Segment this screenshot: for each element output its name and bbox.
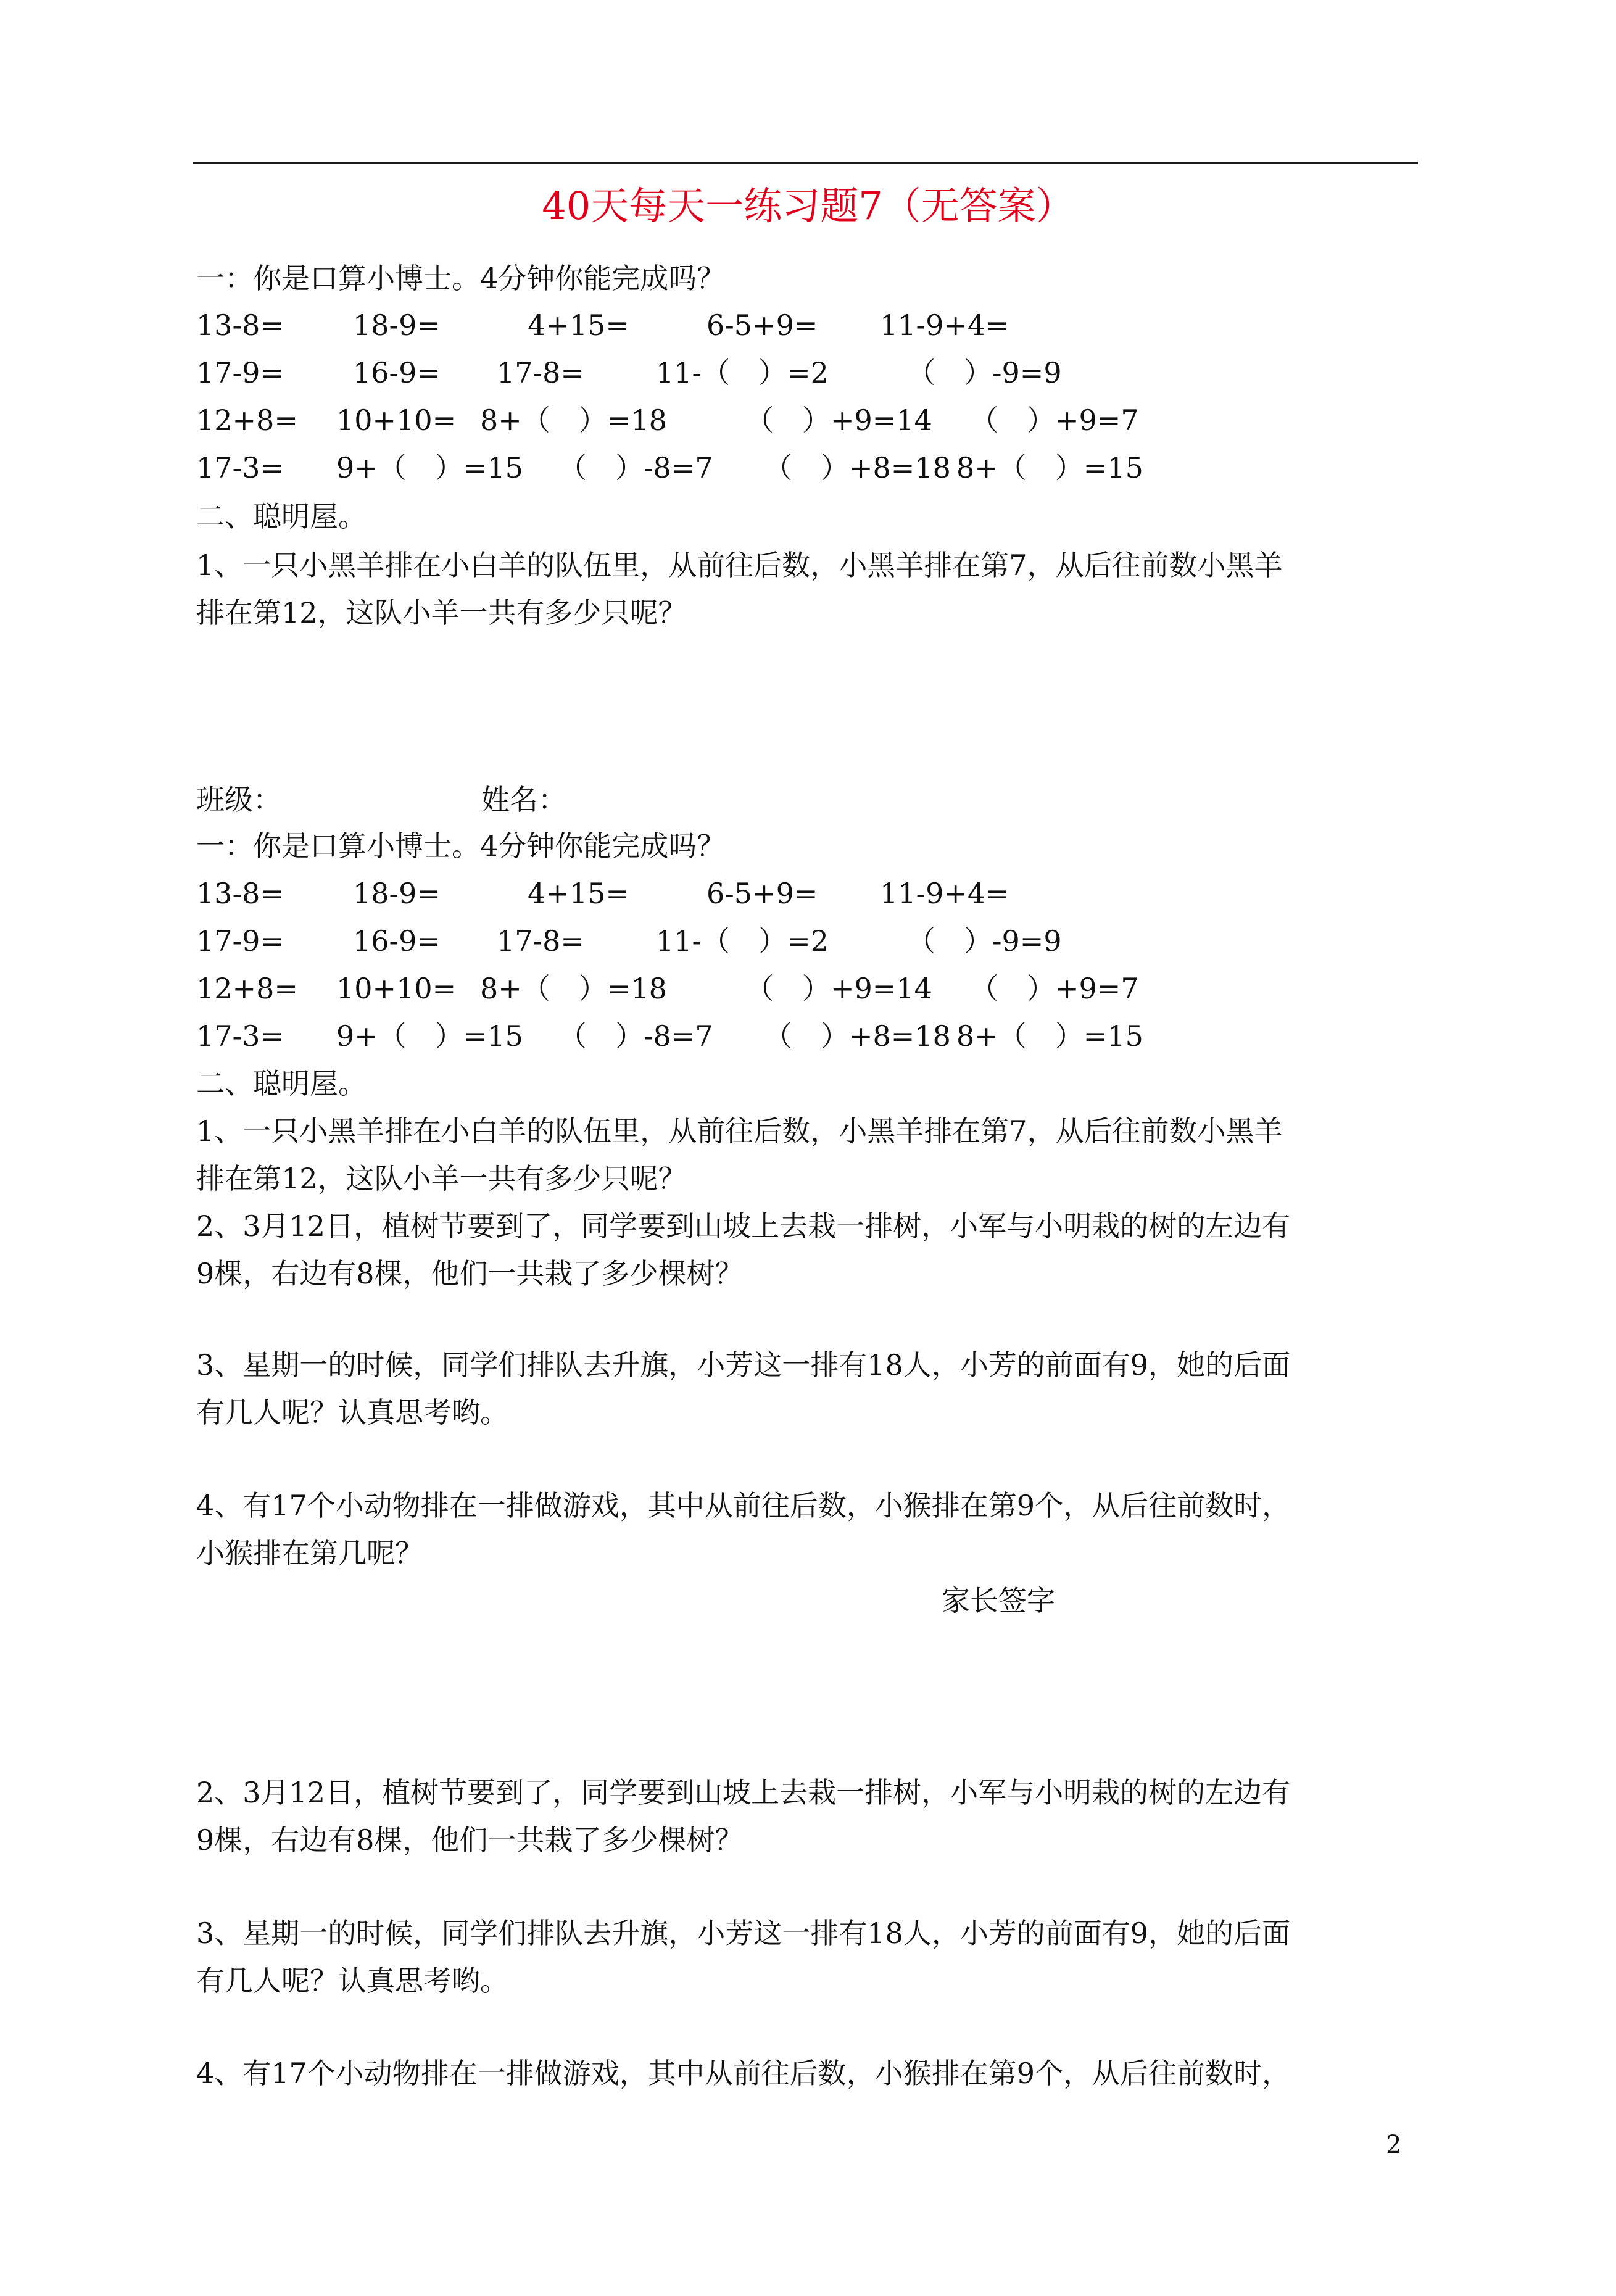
question-1-line: 1、一只小黑羊排在小白羊的队伍里，从前往后数，小黑羊排在第7，从后往前数小黑羊	[196, 1114, 1283, 1148]
question-1-line: 1、一只小黑羊排在小白羊的队伍里，从前往后数，小黑羊排在第7，从后往前数小黑羊	[196, 549, 1283, 582]
calc-cell: 6-5+9=	[706, 309, 818, 342]
section-heading-oral: 一：你是口算小博士。4分钟你能完成吗？	[196, 829, 726, 863]
question-2-line: 2、3月12日，植树节要到了，同学要到山坡上去栽一排树，小军与小明栽的树的左边有	[196, 1209, 1291, 1243]
page-title: 40天每天一练习题7（无答案）	[542, 183, 1074, 228]
calc-cell: 17-8=	[497, 356, 584, 389]
calc-cell: （ ）+9=14	[745, 404, 932, 437]
calc-cell: （ ）-8=7	[558, 451, 713, 484]
calc-cell: 16-9=	[353, 924, 441, 958]
calc-cell: 12+8=	[196, 404, 298, 437]
section-heading-smart: 二、聪明屋。	[196, 500, 367, 533]
question-4-line: 4、有17个小动物排在一排做游戏，其中从前往后数，小猴排在第9个，从后往前数时，	[196, 2057, 1291, 2090]
calc-cell: 9+（ ）=15	[336, 451, 523, 484]
question-2-line: 9棵，右边有8棵，他们一共栽了多少棵树？	[196, 1823, 744, 1857]
calc-cell: 8+（ ）=18	[480, 404, 667, 437]
calc-cell: 11-9+4=	[880, 309, 1009, 342]
calc-cell: 9+（ ）=15	[336, 1019, 523, 1053]
question-1-line: 排在第12，这队小羊一共有多少只呢？	[196, 1162, 687, 1195]
name-label: 姓名：	[481, 783, 566, 816]
calc-cell: 17-3=	[196, 1019, 284, 1053]
calc-cell: 10+10=	[336, 404, 457, 437]
page-number: 2	[1386, 2131, 1402, 2159]
calc-cell: 12+8=	[196, 972, 298, 1005]
calc-cell: 8+（ ）=15	[956, 1019, 1143, 1053]
question-4-line: 小猴排在第几呢？	[196, 1536, 423, 1570]
question-3-line: 3、星期一的时候，同学们排队去升旗，小芳这一排有18人，小芳的前面有9，她的后面	[196, 1917, 1291, 1950]
calc-cell: （ ）+8=18	[764, 451, 951, 484]
calc-cell: 17-3=	[196, 451, 284, 484]
question-2-line: 2、3月12日，植树节要到了，同学要到山坡上去栽一排树，小军与小明栽的树的左边有	[196, 1776, 1291, 1809]
calc-cell: （ ）+9=7	[970, 972, 1139, 1005]
question-4-line: 4、有17个小动物排在一排做游戏，其中从前往后数，小猴排在第9个，从后往前数时，	[196, 1489, 1291, 1522]
calc-cell: 11-（ ）=2	[656, 924, 829, 958]
section-heading-oral: 一：你是口算小博士。4分钟你能完成吗？	[196, 262, 726, 295]
calc-cell: 13-8=	[196, 309, 284, 342]
calc-cell: （ ）-8=7	[558, 1019, 713, 1053]
question-3-line: 3、星期一的时候，同学们排队去升旗，小芳这一排有18人，小芳的前面有9，她的后面	[196, 1348, 1291, 1382]
calc-cell: 6-5+9=	[706, 877, 818, 910]
question-1-line: 排在第12，这队小羊一共有多少只呢？	[196, 596, 687, 629]
question-3-line: 有几人呢？认真思考哟。	[196, 1964, 508, 1997]
calc-cell: 18-9=	[353, 309, 441, 342]
calc-cell: 16-9=	[353, 356, 441, 389]
calc-cell: 18-9=	[353, 877, 441, 910]
calc-cell: 17-8=	[497, 924, 584, 958]
question-3-line: 有几人呢？认真思考哟。	[196, 1396, 508, 1429]
calc-cell: 13-8=	[196, 877, 284, 910]
calc-cell: 4+15=	[528, 309, 629, 342]
question-2-line: 9棵，右边有8棵，他们一共栽了多少棵树？	[196, 1257, 744, 1290]
class-label: 班级：	[196, 783, 281, 816]
calc-cell: 11-（ ）=2	[656, 356, 829, 389]
calc-cell: （ ）-9=9	[907, 356, 1062, 389]
section-heading-smart: 二、聪明屋。	[196, 1067, 367, 1100]
calc-cell: 8+（ ）=15	[956, 451, 1143, 484]
calc-cell: （ ）-9=9	[907, 924, 1062, 958]
calc-cell: 4+15=	[528, 877, 629, 910]
calc-cell: （ ）+8=18	[764, 1019, 951, 1053]
header-rule	[193, 162, 1418, 164]
calc-cell: （ ）+9=14	[745, 972, 932, 1005]
calc-cell: 17-9=	[196, 356, 284, 389]
calc-cell: （ ）+9=7	[970, 404, 1139, 437]
calc-cell: 10+10=	[336, 972, 457, 1005]
parent-signature-label: 家长签字	[942, 1584, 1055, 1617]
calc-cell: 17-9=	[196, 924, 284, 958]
calc-cell: 11-9+4=	[880, 877, 1009, 910]
calc-cell: 8+（ ）=18	[480, 972, 667, 1005]
